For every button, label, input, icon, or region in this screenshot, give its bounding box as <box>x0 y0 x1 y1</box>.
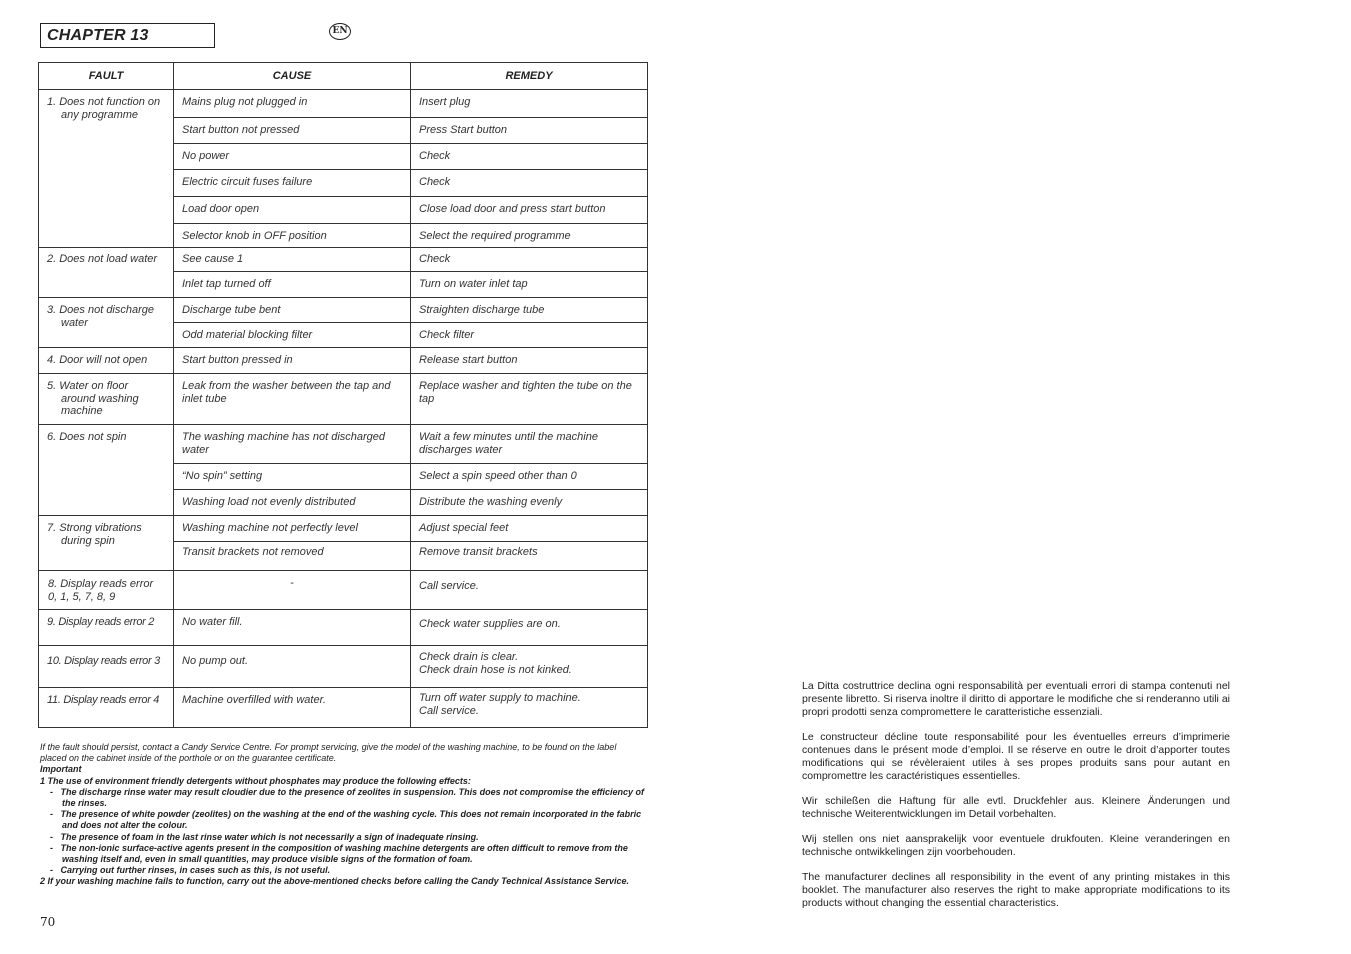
remedy-cell: Replace washer and tighten the tube on the tap <box>411 374 648 425</box>
disclaimer-italian: La Ditta costruttrice declina ogni responsabilità per eventuali errori di stampa contenuti nel presente libretto. Si riserva inoltre il diritto di apportare le modifiche che si renderanno utili ai propri prodotti senza compromettere le caratteristiche essenziali. <box>802 680 1230 718</box>
remedy-cell: Select the required programme <box>411 224 648 248</box>
remedy-line: Turn off water supply to machine. <box>419 692 581 704</box>
note-bullet: - The presence of white powder (zeolites) on the washing at the end of the washing cycle. This does not remain incorporated in the fabric and does not alter the colour. <box>50 809 642 831</box>
note-bullet: - The discharge rinse water may result cloudier due to the presence of zeolites in suspension. This does not compromise the efficiency of the rinses. <box>50 786 644 809</box>
note-bullet: - Carrying out further rinses, in cases such as this, is not useful. <box>50 865 331 876</box>
remedy-cell: Remove transit brackets <box>411 542 648 571</box>
fault-cell: 10. Display reads error 3 <box>39 646 174 688</box>
cause-cell: Washing machine not perfectly level <box>174 516 411 542</box>
fault-cell: 7. Strong vibrations during spin <box>39 516 174 571</box>
fault-cell: 3. Does not discharge water <box>39 298 174 348</box>
remedy-line: Check drain is clear. <box>419 651 519 663</box>
page-number: 70 <box>40 915 56 929</box>
remedy-cell: Straighten discharge tube <box>411 298 648 323</box>
cause-cell: No pump out. <box>174 646 411 688</box>
note-bullet: - The non-ionic surface-active agents present in the composition of washing machine detergents are often difficult to remove from the washing itself and, even in small quantities, may produce visible signs of the formation of foam. <box>50 842 628 865</box>
chapter-title: CHAPTER 13 <box>47 27 149 44</box>
table-row <box>39 425 648 464</box>
fault-cell: 1. Does not function on any programme <box>39 90 174 248</box>
note-point-2: 2 If your washing machine fails to function, carry out the above-mentioned checks before calling the Candy Technical Assistance Service. <box>40 876 629 887</box>
remedy-cell: Call service. <box>411 571 648 610</box>
cause-cell: Start button pressed in <box>174 348 411 374</box>
disclaimer-french: Le constructeur décline toute responsabilité pour les éventuelles erreurs d’imprimerie contenues dans le présent mode d’emploi. Il se réserve en outre le droit d’apporter toutes modifications qui se révèleraient utiles à ses propes produits sans pour autant en compromettre les caractéristiques essentielles. <box>802 731 1230 782</box>
remedy-cell <box>411 688 648 728</box>
remedy-cell: Release start button <box>411 348 648 374</box>
fault-cell: 4. Door will not open <box>39 348 174 374</box>
cause-cell: Inlet tap turned off <box>174 272 411 298</box>
cause-cell: Machine overfilled with water. <box>174 688 411 728</box>
cause-cell: - <box>174 571 411 610</box>
cause-cell: Leak from the washer between the tap and inlet tube <box>174 374 411 425</box>
remedy-cell: Check <box>411 170 648 197</box>
fault-cell: 5. Water on floor around washing machine <box>39 374 174 425</box>
cause-cell: See cause 1 <box>174 248 411 272</box>
table-row <box>39 374 648 425</box>
remedy-line: Check drain hose is not kinked. <box>419 663 572 676</box>
remedy-cell <box>411 646 648 688</box>
cause-cell: The washing machine has not discharged water <box>174 425 411 464</box>
note-bullet: - The presence of foam in the last rinse water which is not necessarily a sign of inadequate rinsing. <box>50 831 479 842</box>
fault-table <box>38 62 648 728</box>
fault-cell: 2. Does not load water <box>39 248 174 298</box>
notes-section <box>40 742 645 888</box>
fault-cell: 6. Does not spin <box>39 425 174 516</box>
disclaimer-section <box>802 680 1230 922</box>
cause-cell: Selector knob in OFF position <box>174 224 411 248</box>
cause-cell: “No spin” setting <box>174 464 411 490</box>
header-remedy: REMEDY <box>411 63 648 90</box>
remedy-cell: Distribute the washing evenly <box>411 490 648 516</box>
table-row <box>39 688 648 728</box>
table-row <box>39 298 648 323</box>
remedy-cell: Check <box>411 248 648 272</box>
table-row <box>39 516 648 542</box>
remedy-cell: Check <box>411 144 648 170</box>
remedy-cell: Select a spin speed other than 0 <box>411 464 648 490</box>
cause-cell: Discharge tube bent <box>174 298 411 323</box>
cause-cell: Washing load not evenly distributed <box>174 490 411 516</box>
header-fault: FAULT <box>39 63 174 90</box>
header-cause: CAUSE <box>174 63 411 90</box>
cause-cell: Transit brackets not removed <box>174 542 411 571</box>
chapter-title-box <box>40 23 215 48</box>
remedy-cell: Wait a few minutes until the machine discharges water <box>411 425 648 464</box>
fault-cell: 11. Display reads error 4 <box>39 688 174 728</box>
remedy-cell: Turn on water inlet tap <box>411 272 648 298</box>
table-row <box>39 646 648 688</box>
cause-cell: Mains plug not plugged in <box>174 90 411 118</box>
remedy-cell: Insert plug <box>411 90 648 118</box>
cause-cell: No power <box>174 144 411 170</box>
cause-cell: Load door open <box>174 197 411 224</box>
note-point-1: 1 The use of environment friendly detergents without phosphates may produce the following effects: <box>40 775 471 786</box>
table-row <box>39 90 648 118</box>
disclaimer-dutch: Wij stellen ons niet aansprakelijk voor eventuele drukfouten. Kleine veranderingen en technische ontwikkelingen zijn voorbehouden. <box>802 833 1230 858</box>
fault-cell: 9. Display reads error 2 <box>39 610 174 646</box>
cause-cell: Start button not pressed <box>174 118 411 144</box>
remedy-cell: Check water supplies are on. <box>411 610 648 646</box>
table-row <box>39 348 648 374</box>
remedy-cell: Check filter <box>411 323 648 348</box>
cause-cell: No water fill. <box>174 610 411 646</box>
disclaimer-english: The manufacturer declines all responsibility in the event of any printing mistakes in this booklet. The manufacturer also reserves the right to make appropriate modifications to its products without changing the essential characteristics. <box>802 871 1230 909</box>
fault-cell: 8. Display reads error 0, 1, 5, 7, 8, 9 <box>39 571 174 610</box>
cause-cell: Electric circuit fuses failure <box>174 170 411 197</box>
disclaimer-german: Wir schileßen die Haftung für alle evtl. Druckfehler aus. Kleinere Änderungen und technische Weiterentwicklungen im Detail vorbehalten. <box>802 795 1230 820</box>
table-row <box>39 610 648 646</box>
remedy-line: Call service. <box>419 704 479 717</box>
remedy-cell: Close load door and press start button <box>411 197 648 224</box>
language-badge: EN <box>329 23 351 40</box>
table-header-row <box>39 63 648 90</box>
remedy-cell: Press Start button <box>411 118 648 144</box>
cause-cell: Odd material blocking filter <box>174 323 411 348</box>
notes-intro: If the fault should persist, contact a Candy Service Centre. For prompt servicing, give the model of the washing machine, to be found on the label placed on the cabinet inside of the porthole or on the guarantee certificate. <box>40 742 617 764</box>
table-row <box>39 248 648 272</box>
table-row <box>39 571 648 610</box>
important-label: Important <box>40 764 82 775</box>
remedy-cell: Adjust special feet <box>411 516 648 542</box>
